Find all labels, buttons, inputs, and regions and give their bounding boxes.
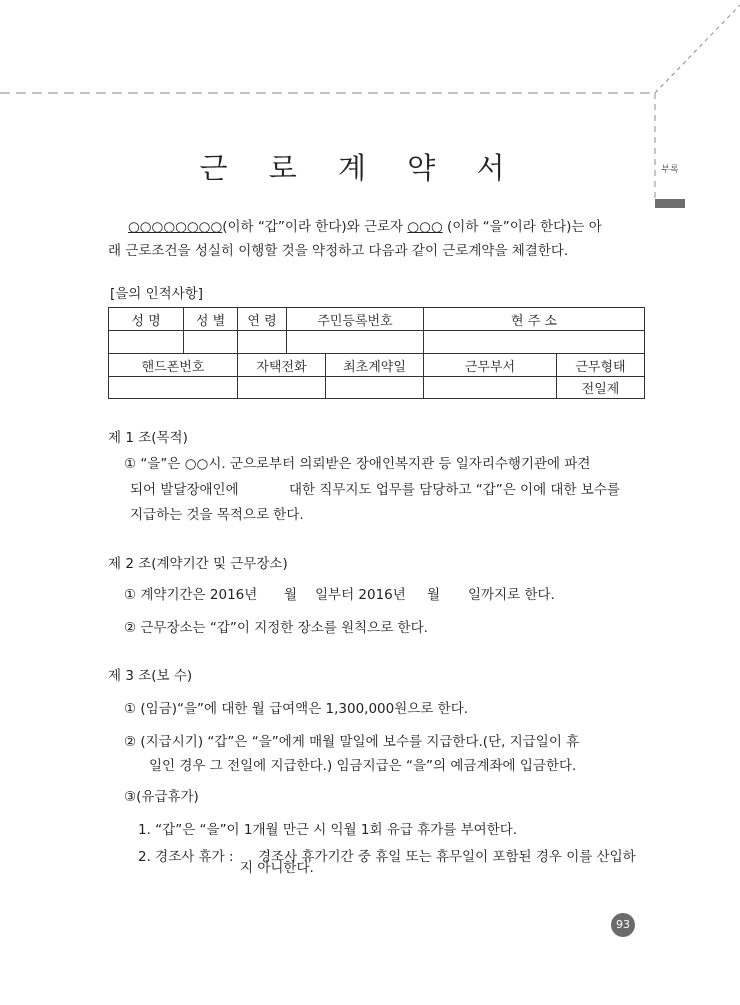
value-work-type: 전일제 bbox=[557, 377, 645, 399]
article-3-heading: 제 3 조(보 수) bbox=[108, 668, 193, 684]
header-department: 근무부서 bbox=[424, 354, 557, 377]
article-3-item-3-heading: ③(유급휴가) bbox=[124, 789, 199, 805]
header-resident-number: 주민등록번호 bbox=[287, 308, 424, 331]
personal-info-table bbox=[108, 307, 645, 399]
header-home-phone: 자택전화 bbox=[238, 354, 326, 377]
value-mobile bbox=[109, 377, 238, 399]
article-2-item-1e: 일까지로 한다. bbox=[468, 587, 555, 603]
value-home-phone bbox=[238, 377, 326, 399]
article-3-item-1: ① (임금)“을”에 대한 월 급여액은 1,300,000원으로 한다. bbox=[124, 701, 469, 717]
article-2-item-1d: 월 bbox=[427, 587, 441, 603]
personal-info-heading: [을의 인적사항] bbox=[110, 286, 204, 302]
document-title: 근 로 계 약 서 bbox=[199, 151, 521, 185]
intro-line-1 bbox=[128, 217, 602, 237]
value-name bbox=[109, 331, 184, 354]
table-row bbox=[109, 354, 645, 377]
paid-leave-item-2-line-2: 지 아니한다. bbox=[240, 860, 314, 876]
appendix-side-tab: 부록 bbox=[661, 165, 679, 175]
header-work-type: 근무형태 bbox=[557, 354, 645, 377]
article-3-item-2-line-1: ② (지급시기) “갑”은 “을”에게 매월 말일에 보수를 지급한다.(단, 지급일이 휴 bbox=[124, 734, 580, 750]
value-first-contract-date bbox=[326, 377, 424, 399]
article-2-item-1b: 월 bbox=[284, 587, 298, 603]
side-tab-bar bbox=[655, 199, 685, 208]
article-3-item-2-line-2: 일인 경우 그 전일에 지급한다.) 임금지급은 “을”의 예금계좌에 입금한다. bbox=[149, 758, 577, 774]
header-gender: 성 별 bbox=[184, 308, 238, 331]
paid-leave-item-1: 1. “갑”은 “을”이 1개월 만근 시 익월 1회 유급 휴가를 부여한다. bbox=[138, 822, 518, 838]
header-age: 연 령 bbox=[238, 308, 287, 331]
header-name: 성 명 bbox=[109, 308, 184, 331]
page-number-badge: 93 bbox=[611, 913, 635, 937]
table-row bbox=[109, 308, 645, 331]
article-2-item-2: ② 근무장소는 “갑”이 지정한 장소를 원칙으로 한다. bbox=[124, 620, 428, 636]
article-1-line-2b: 대한 직무지도 업무를 담당하고 “갑”은 이에 대한 보수를 bbox=[289, 482, 620, 498]
article-1-line-3: 지급하는 것을 목적으로 한다. bbox=[130, 507, 304, 523]
header-first-contract-date: 최초계약일 bbox=[326, 354, 424, 377]
value-address bbox=[424, 331, 645, 354]
party-a-name: ○○○○○○○○ bbox=[128, 219, 223, 235]
article-1-line-1: ① “을”은 ○○시. 군으로부터 의뢰받은 장애인복지관 등 일자리수행기관에 파견 bbox=[124, 456, 591, 472]
header-address: 현 주 소 bbox=[424, 308, 645, 331]
article-1-line-2a: 되어 발달장애인에 bbox=[130, 482, 239, 498]
table-row bbox=[109, 377, 645, 399]
article-2-heading: 제 2 조(계약기간 및 근무장소) bbox=[108, 556, 288, 572]
value-department bbox=[424, 377, 557, 399]
article-2-item-1c: 일부터 2016년 bbox=[315, 587, 406, 603]
party-b-name: ○○○ bbox=[407, 219, 443, 235]
article-2-item-1a: ① 계약기간은 2016년 bbox=[124, 587, 258, 603]
article-1-heading: 제 1 조(목적) bbox=[108, 430, 188, 446]
paid-leave-item-2-label: 2. 경조사 휴가 : bbox=[138, 849, 234, 865]
intro-line-2: 래 근로조건을 성실히 이행할 것을 약정하고 다음과 같이 근로계약을 체결한다. bbox=[108, 243, 569, 259]
header-mobile: 핸드폰번호 bbox=[109, 354, 238, 377]
value-resident-number bbox=[287, 331, 424, 354]
table-row bbox=[109, 331, 645, 354]
intro-text-1: (이하 “갑”이라 한다)와 근로자 bbox=[222, 219, 408, 235]
value-gender bbox=[184, 331, 238, 354]
paid-leave-item-2-line-1: 경조사 휴가기간 중 휴일 또는 휴무일이 포함된 경우 이를 산입하 bbox=[258, 849, 636, 865]
value-age bbox=[238, 331, 287, 354]
intro-text-2: (이하 “을”이라 한다)는 아 bbox=[442, 219, 602, 235]
